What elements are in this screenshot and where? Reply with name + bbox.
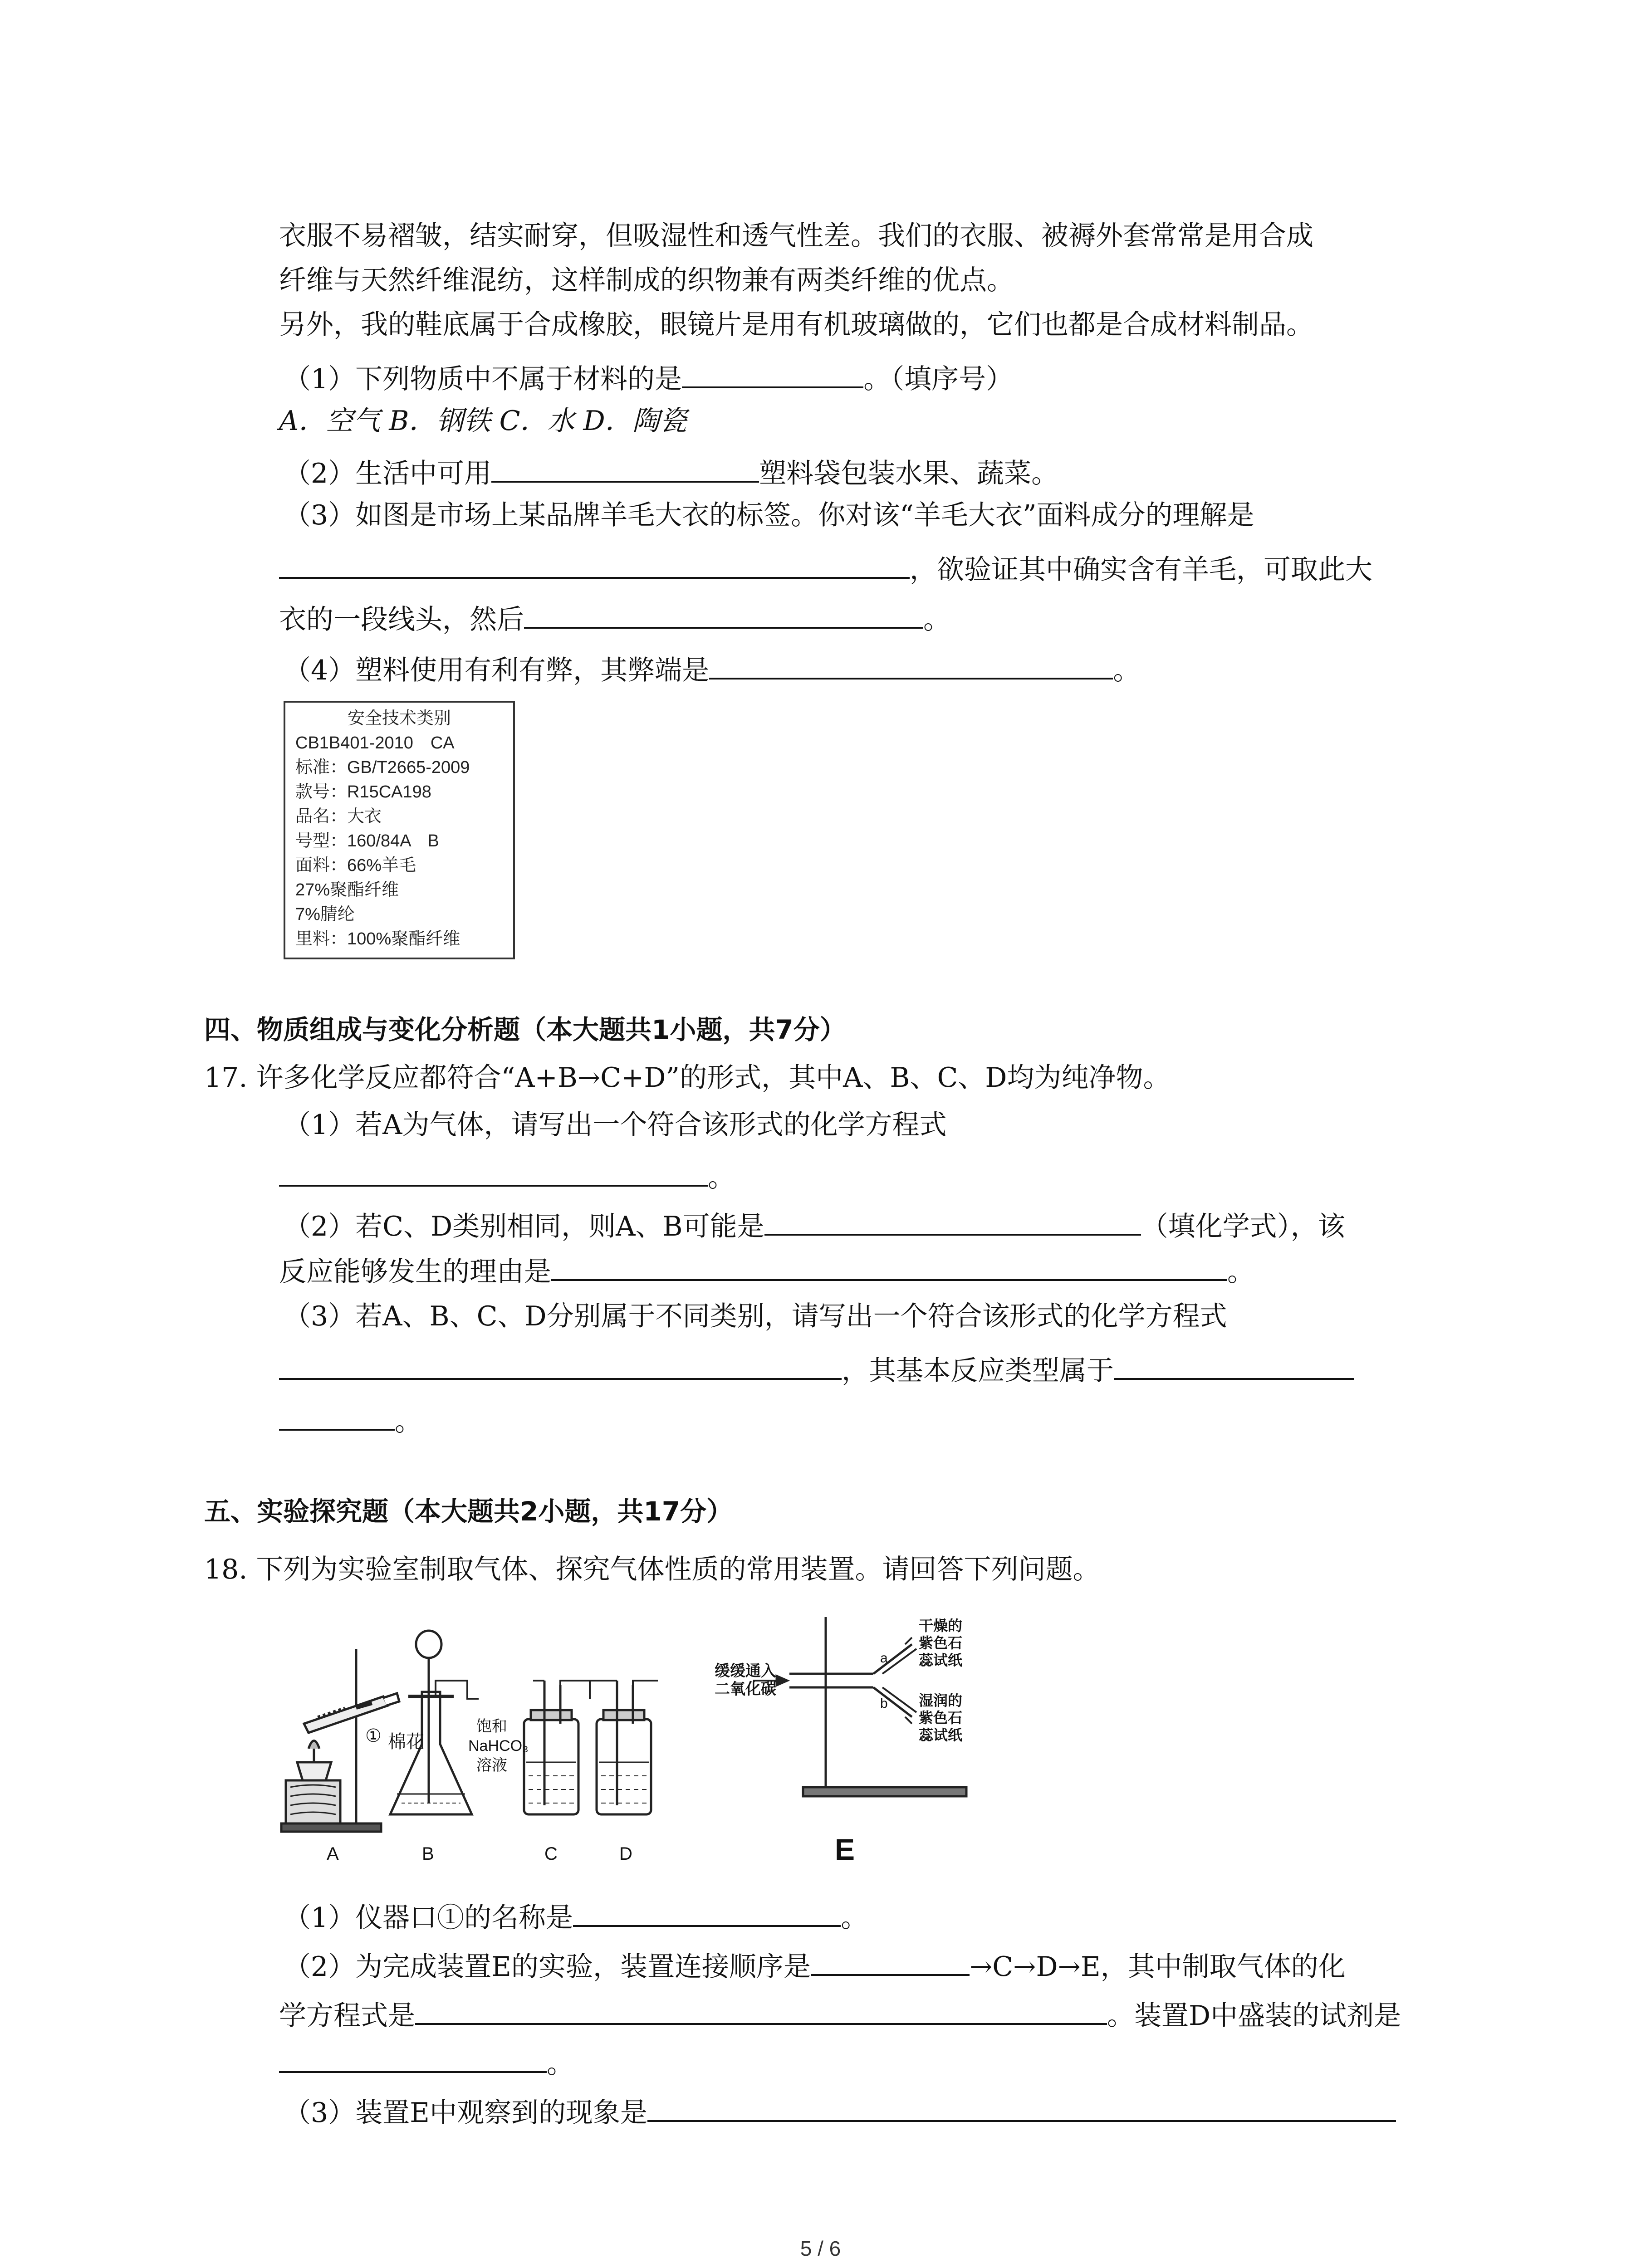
label-b: B xyxy=(422,1844,434,1864)
nahco3-label: NaHCO₃ xyxy=(468,1737,529,1755)
q18-part3: （3）装置E中观察到的现象是 xyxy=(284,2092,1396,2131)
q16-part4: （4）塑料使用有利有弊，其弊端是 。 xyxy=(284,650,1140,689)
answer-blank[interactable] xyxy=(573,1897,841,1927)
q16-part2: （2）生活中可用 塑料袋包装水果、蔬菜。 xyxy=(284,453,1058,492)
q17-part2-line2: 反应能够发生的理由是 。 xyxy=(279,1251,1254,1290)
q17-part3-line2: ，其基本反应类型属于 xyxy=(279,1350,1354,1389)
slow-co2-label-2: 二氧化碳 xyxy=(715,1681,776,1698)
q16-part3: （3）如图是市场上某品牌羊毛大衣的标签。你对该“羊毛大衣”面料成分的理解是 xyxy=(284,499,1254,531)
label-a: A xyxy=(327,1844,339,1864)
q17-part2: （2）若C、D类别相同，则A、B可能是 （填化学式），该 xyxy=(284,1206,1345,1245)
answer-blank[interactable] xyxy=(764,1206,1141,1236)
tube-a-label: a xyxy=(880,1651,888,1666)
saturated-label: 饱和 xyxy=(476,1718,507,1735)
tube-b-label: b xyxy=(880,1696,888,1711)
q16-part1: （1）下列物质中不属于材料的是 。（填序号） xyxy=(284,358,1013,397)
stand-base-a xyxy=(281,1823,381,1832)
q16-part3-line3: 衣的一段线头，然后 。 xyxy=(279,599,950,638)
section-4-title: 四、物质组成与变化分析题（本大题共1小题，共7分） xyxy=(204,1014,846,1045)
intro-line-3: 另外，我的鞋底属于合成橡胶，眼镜片是用有机玻璃做的，它们也都是合成材料制品。 xyxy=(279,309,1313,341)
wet-paper-label-3: 蕊试纸 xyxy=(919,1727,963,1743)
answer-blank[interactable] xyxy=(647,2092,1396,2122)
answer-blank[interactable] xyxy=(279,1350,842,1380)
answer-blank[interactable] xyxy=(491,453,759,483)
cotton-label: 棉花 xyxy=(388,1732,424,1752)
wet-paper-label-2: 紫色石 xyxy=(919,1710,963,1726)
answer-blank[interactable] xyxy=(551,1251,1227,1281)
apparatus-figure xyxy=(272,1613,998,1876)
label-c: C xyxy=(544,1844,558,1864)
q18-part2-line2: 学方程式是 。装置D中盛装的试剂是 xyxy=(279,1995,1401,2034)
question-17: 17. 许多化学反应都符合“A+B→C+D”的形式，其中A、B、C、D均为纯净物。 xyxy=(204,1062,1171,1094)
circle-one-label: ① xyxy=(365,1726,382,1746)
section-5-title: 五、实验探究题（本大题共2小题，共17分） xyxy=(204,1496,733,1527)
tag-line: 号型：160/84A B xyxy=(295,831,439,850)
tag-line: 标准：GB/T2665-2009 xyxy=(295,758,470,777)
answer-blank[interactable] xyxy=(811,1946,970,1976)
wash-bottle-d xyxy=(597,1719,651,1814)
q17-part1-answer: 。 xyxy=(279,1157,735,1196)
answer-blank[interactable] xyxy=(279,2043,547,2073)
conical-flask-b xyxy=(390,1692,472,1814)
answer-blank[interactable] xyxy=(279,549,910,579)
intro-line-1: 衣服不易褶皱，结实耐穿，但吸湿性和透气性差。我们的衣服、被褥外套常常是用合成 xyxy=(279,220,1313,252)
q17-part3: （3）若A、B、C、D分别属于不同类别，请写出一个符合该形式的化学方程式 xyxy=(284,1300,1227,1332)
question-18: 18. 下列为实验室制取气体、探究气体性质的常用装置。请回答下列问题。 xyxy=(204,1554,1100,1585)
label-e: E xyxy=(835,1833,855,1866)
answer-blank[interactable] xyxy=(279,1401,395,1431)
tag-line: 7%腈纶 xyxy=(295,905,355,924)
garment-tag xyxy=(284,701,515,959)
q17-part3-line3: 。 xyxy=(279,1401,422,1440)
q18-part2-line3: 。 xyxy=(279,2043,574,2082)
intro-line-2: 纤维与天然纤维混纺，这样制成的织物兼有两类纤维的优点。 xyxy=(279,264,1014,296)
label-d: D xyxy=(619,1844,632,1864)
tag-line: 面料：66%羊毛 xyxy=(295,856,416,875)
slow-co2-label-1: 缓缓通入 xyxy=(715,1662,776,1680)
q16-part3-line2: ，欲验证其中确实含有羊毛，可取此大 xyxy=(279,549,1372,588)
tag-line: CB1B401-2010 CA xyxy=(295,733,455,753)
solution-label: 溶液 xyxy=(476,1757,507,1774)
answer-blank[interactable] xyxy=(682,358,863,388)
answer-blank[interactable] xyxy=(524,599,923,629)
page-number: 5 / 6 xyxy=(800,2237,841,2260)
answer-blank[interactable] xyxy=(279,1157,708,1187)
answer-blank[interactable] xyxy=(415,1995,1107,2025)
alcohol-lamp xyxy=(297,1762,331,1780)
q16-options: A．空气 B．钢铁 C．水 D．陶瓷 xyxy=(279,405,687,437)
tag-line: 27%聚酯纤维 xyxy=(295,880,399,899)
q18-part1: （1）仪器口①的名称是 。 xyxy=(284,1897,868,1936)
dry-paper-label-1: 干燥的 xyxy=(919,1618,963,1634)
dry-paper-label-2: 紫色石 xyxy=(919,1635,963,1651)
stand-base-e xyxy=(803,1787,966,1796)
tag-line: 里料：100%聚酯纤维 xyxy=(295,929,460,948)
wet-paper-label-1: 湿润的 xyxy=(919,1692,963,1709)
q17-part1: （1）若A为气体，请写出一个符合该形式的化学方程式 xyxy=(284,1109,947,1141)
dry-paper-label-3: 蕊试纸 xyxy=(919,1652,963,1668)
tag-line: 款号：R15CA198 xyxy=(295,782,431,802)
wash-bottle-c xyxy=(524,1719,578,1814)
answer-blank[interactable] xyxy=(1114,1350,1354,1380)
tag-line: 品名：大衣 xyxy=(295,807,382,826)
tag-line: 安全技术类别 xyxy=(347,709,451,728)
q18-part2: （2）为完成装置E的实验，装置连接顺序是 →C→D→E，其中制取气体的化 xyxy=(284,1946,1346,1985)
answer-blank[interactable] xyxy=(709,650,1113,679)
